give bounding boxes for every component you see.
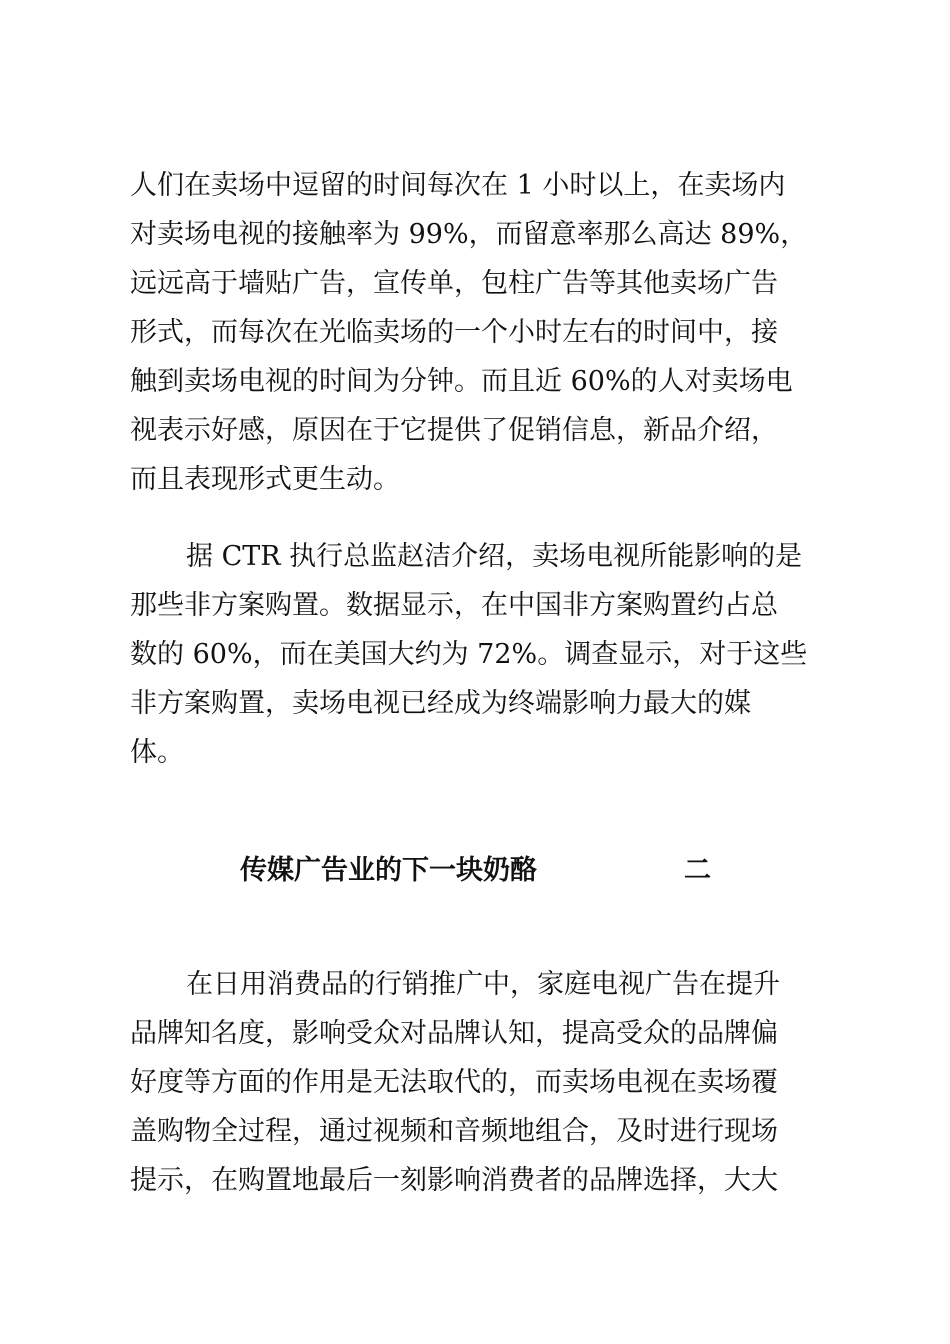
text-line: 数的 60%，而在美国大约为 72%。调查显示，对于这些: [130, 639, 808, 670]
text-line: 视表示好感，原因在于它提供了促销信息，新品介绍，: [130, 415, 778, 446]
text-line: 非方案购置，卖场电视已经成为终端影响力最大的媒: [130, 688, 751, 719]
text-line: 形式，而每次在光临卖场的一个小时左右的时间中，接: [130, 317, 778, 348]
paragraph-2: [130, 532, 820, 777]
text-line: 提示，在购置地最后一刻影响消费者的品牌选择，大大: [130, 1165, 778, 1196]
text-line: 触到卖场电视的时间为分钟。而且近 60%的人对卖场电: [130, 366, 793, 397]
section-heading-title: 传媒广告业的下一块奶酪: [240, 855, 537, 886]
text-line: 远远高于墙贴广告，宣传单，包柱广告等其他卖场广告: [130, 268, 778, 299]
paragraph-3: [130, 960, 820, 1205]
text-line: 体。: [130, 737, 184, 768]
text-line: 据 CTR 执行总监赵洁介绍，卖场电视所能影响的是: [186, 541, 803, 572]
text-line: 好度等方面的作用是无法取代的，而卖场电视在卖场覆: [130, 1067, 778, 1098]
paragraph-1: [130, 161, 820, 504]
section-heading-number: 二: [684, 855, 711, 886]
text-line: 人们在卖场中逗留的时间每次在 1 小时以上，在卖场内: [130, 170, 786, 201]
text-line: 而且表现形式更生动。: [130, 464, 400, 495]
section-heading: [240, 846, 720, 895]
text-line: 盖购物全过程，通过视频和音频地组合，及时进行现场: [130, 1116, 778, 1147]
text-line: 对卖场电视的接触率为 99%，而留意率那么高达 89%，: [130, 219, 808, 250]
text-line: 品牌知名度，影响受众对品牌认知，提高受众的品牌偏: [130, 1018, 778, 1049]
text-line: 在日用消费品的行销推广中，家庭电视广告在提升: [186, 969, 780, 1000]
text-line: 那些非方案购置。数据显示，在中国非方案购置约占总: [130, 590, 778, 621]
